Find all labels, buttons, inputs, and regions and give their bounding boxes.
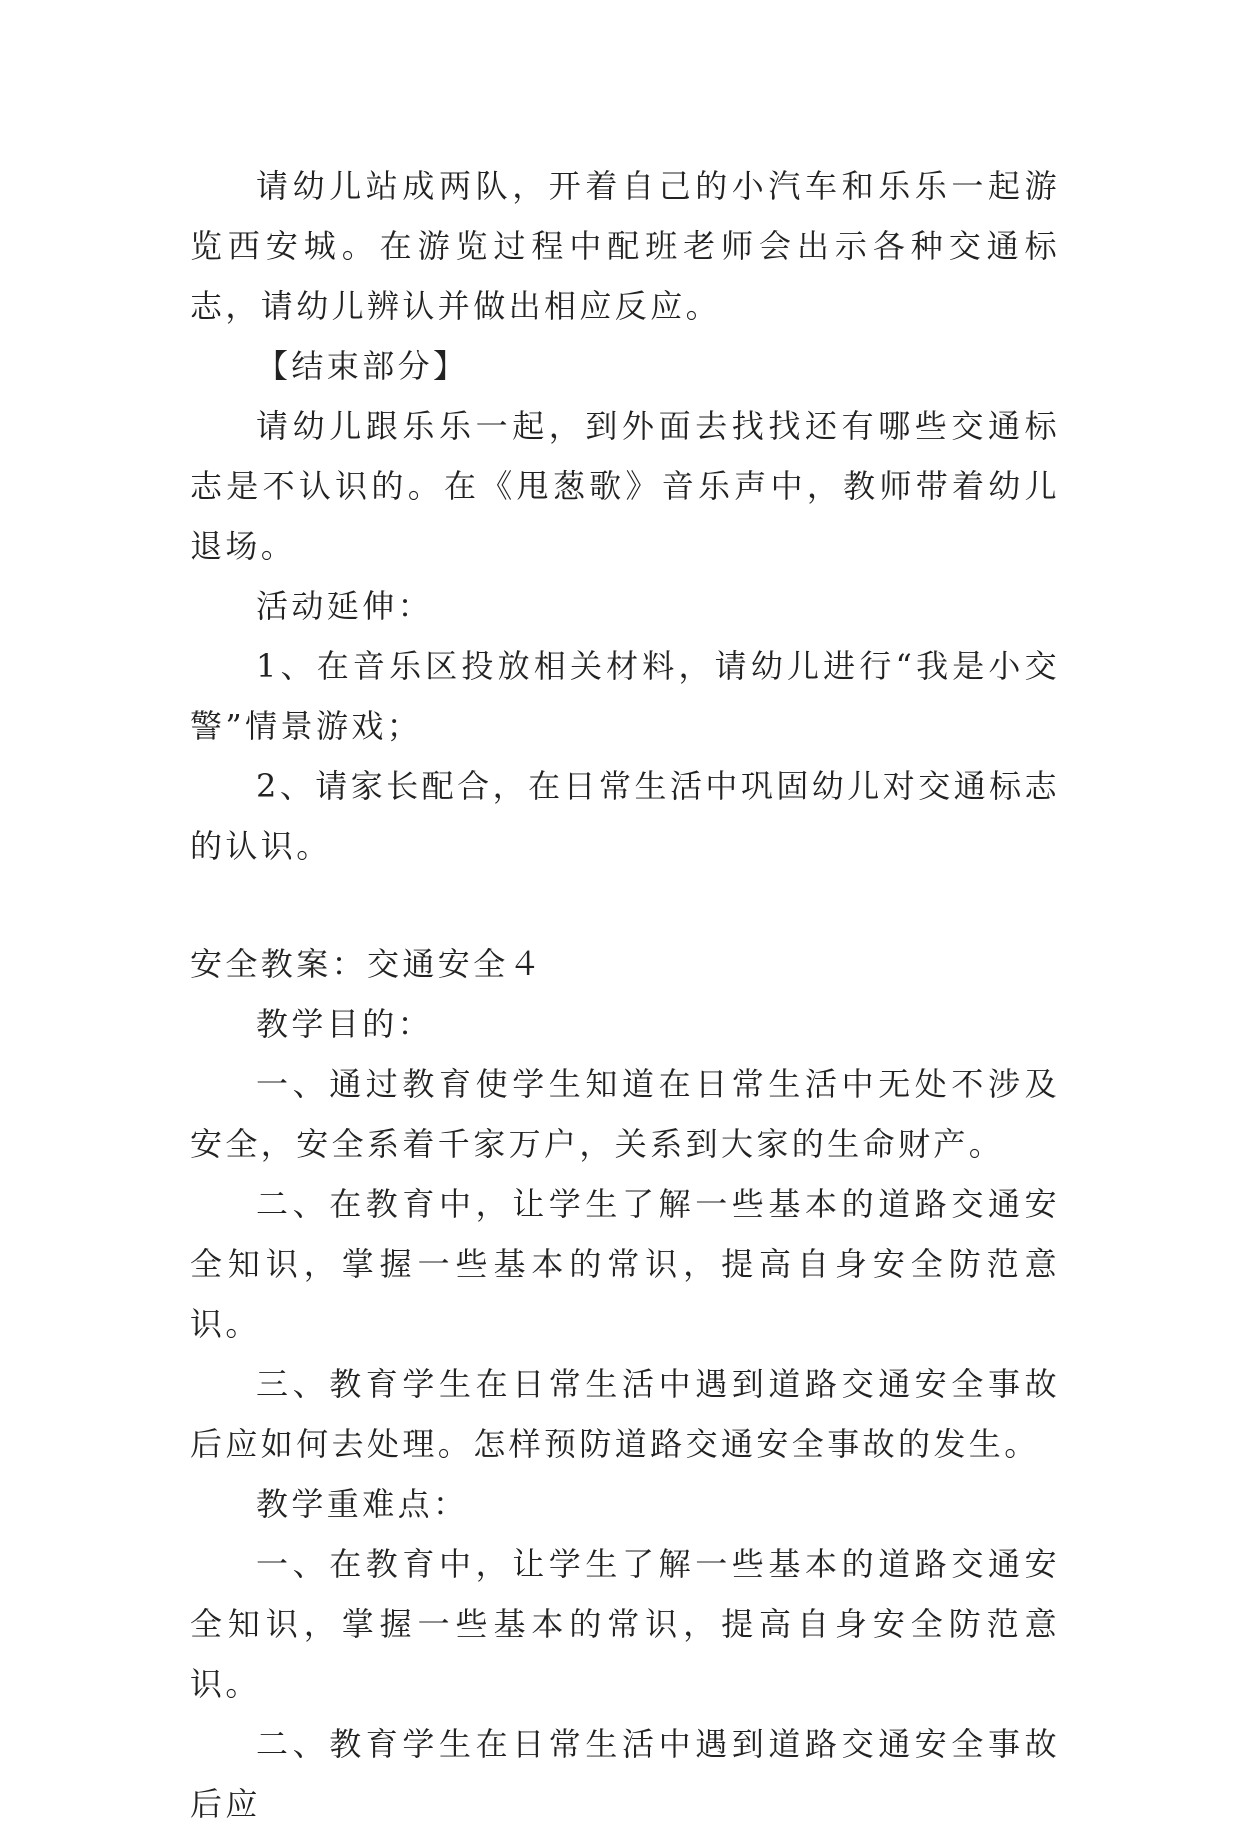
list-item: 2、请家长配合，在日常生活中巩固幼儿对交通标志的认识。 [190, 767, 1060, 865]
paragraph: 请幼儿站成两队，开着自己的小汽车和乐乐一起游览西安城。在游览过程中配班老师会出示各种交通标志，请幼儿辨认并做出相应反应。 [190, 167, 1060, 325]
section-title: 安全教案：交通安全４ [190, 945, 545, 983]
list-item: 二、教育学生在日常生活中遇到道路交通安全事故后应 [190, 1725, 1060, 1823]
subheading-activity-extension: 活动延伸： [256, 587, 434, 625]
list-item: 三、教育学生在日常生活中遇到道路交通安全事故后应如何去处理。怎样预防道路交通安全事故的发生。 [190, 1365, 1060, 1463]
document-body [190, 156, 1060, 1834]
paragraph: 请幼儿跟乐乐一起，到外面去找找还有哪些交通标志是不认识的。在《甩葱歌》音乐声中，教师带着幼儿退场。 [190, 407, 1060, 565]
list-item: 1、在音乐区投放相关材料，请幼儿进行“我是小交警”情景游戏； [190, 647, 1060, 745]
subheading-teaching-goals: 教学目的： [256, 1005, 434, 1043]
list-item: 二、在教育中，让学生了解一些基本的道路交通安全知识，掌握一些基本的常识，提高自身安全防范意识。 [190, 1185, 1060, 1343]
list-item: 一、通过教育使学生知道在日常生活中无处不涉及安全，安全系着千家万户，关系到大家的生命财产。 [190, 1065, 1060, 1163]
subheading-ending-part: 【结束部分】 [256, 347, 469, 385]
list-item: 一、在教育中，让学生了解一些基本的道路交通安全知识，掌握一些基本的常识，提高自身安全防范意识。 [190, 1545, 1060, 1703]
subheading-key-difficulties: 教学重难点： [256, 1485, 469, 1523]
